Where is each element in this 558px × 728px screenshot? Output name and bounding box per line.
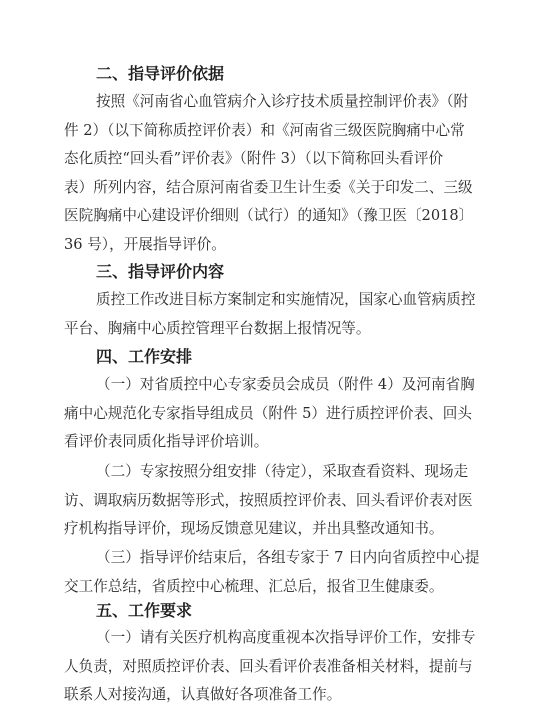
section-heading-requirements: 五、工作要求 xyxy=(96,601,193,620)
requirements-paragraph xyxy=(64,624,504,710)
text-line: （三）指导评价结束后，各组专家于 7 日内向省质控中心提 xyxy=(96,549,480,566)
text-line: 联系人对接沟通，认真做好各项准备工作。 xyxy=(64,686,342,704)
text-line: 看评价表同质化指导评价培训。 xyxy=(64,433,269,451)
section-heading-content: 三、指导评价内容 xyxy=(96,262,225,281)
arrangement-paragraph-3 xyxy=(64,544,504,601)
text-line: 医院胸痛中心建设评价细则（试行）的通知》（豫卫医〔2018〕 xyxy=(64,207,474,225)
text-line: 疗机构指导评价，现场反馈意见建议，并出具整改通知书。 xyxy=(64,520,444,538)
section-heading-basis: 二、指导评价依据 xyxy=(96,64,225,83)
basis-paragraph xyxy=(64,88,504,260)
text-line: 访、调取病历数据等形式，按照质控评价表、回头看评价表对医 xyxy=(64,491,473,509)
arrangement-paragraph-1 xyxy=(64,371,504,457)
text-line: 表）所列内容，结合原河南省委卫生计生委《关于印发二、三级 xyxy=(64,178,473,196)
text-line: 件 2）（以下简称质控评价表）和《河南省三级医院胸痛中心常 xyxy=(64,121,465,139)
text-line: （二）专家按照分组安排（待定），采取查看资料、现场走 xyxy=(96,463,469,480)
arrangement-paragraph-2 xyxy=(64,458,504,544)
text-line: 人负责，对照质控评价表、回头看评价表准备相关材料，提前与 xyxy=(64,657,473,675)
text-line: （一）请有关医疗机构高度重视本次指导评价工作，安排专 xyxy=(96,629,476,646)
text-line: 痛中心规范化专家指导组成员（附件 5）进行质控评价表、回头 xyxy=(64,404,472,422)
text-line: 平台、胸痛中心质控管理平台数据上报情况等。 xyxy=(64,319,371,337)
section-heading-arrangement: 四、工作安排 xyxy=(96,347,193,366)
text-line: 质控工作改进目标方案制定和实施情况，国家心血管病质控 xyxy=(96,291,476,308)
text-line: （一）对省质控中心专家委员会成员（附件 4）及河南省胸 xyxy=(96,376,475,393)
text-line: 36 号），开展指导评价。 xyxy=(64,235,226,253)
content-paragraph xyxy=(64,286,504,343)
text-line: 交工作总结，省质控中心梳理、汇总后，报省卫生健康委。 xyxy=(64,577,444,595)
text-line: 按照《河南省心血管病介入诊疗技术质量控制评价表》（附 xyxy=(96,93,469,110)
text-line: 态化质控“回头看”评价表》（附件 3）（以下简称回头看评价 xyxy=(64,150,444,168)
